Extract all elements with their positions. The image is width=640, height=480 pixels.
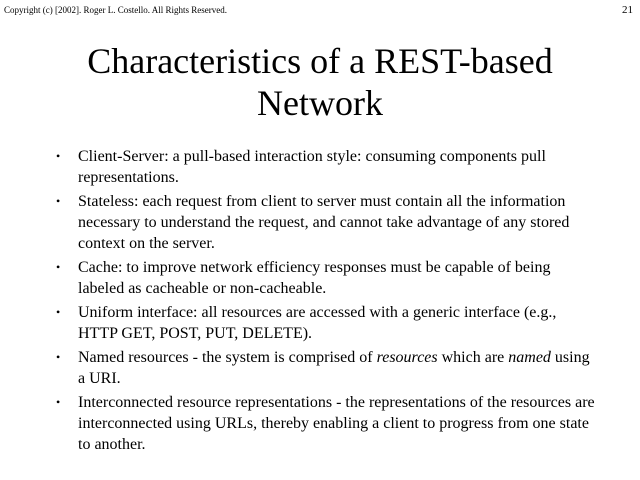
bullet-text-part: which are [437,349,509,366]
bullet-icon: • [56,305,61,319]
bullet-text: Client-Server: a pull-based interaction style: consuming components pull representations. [78,148,546,186]
bullet-text: Uniform interface: all resources are accessed with a generic interface (e.g., HTTP GET, POST, PUT, DELETE). [78,304,557,342]
slide-title-line-1: Characteristics of a REST-based [87,41,553,81]
bullet-text [78,349,590,387]
bullet-item-named-resources [56,347,596,389]
bullet-item-client-server [56,146,596,188]
bullet-icon: • [56,194,61,208]
slide-title [0,40,640,124]
copyright-notice: Copyright (c) [2002]. Roger L. Costello. All Rights Reserved. [4,5,227,15]
bullet-emphasis-named: named [508,349,551,366]
bullet-icon: • [56,149,61,163]
slide-title-line-2: Network [257,83,383,123]
bullet-item-stateless [56,191,596,254]
bullet-item-interconnected [56,392,596,455]
bullet-icon: • [56,350,61,364]
bullet-text-part: using a URI. [78,349,590,387]
bullet-text: Stateless: each request from client to server must contain all the information necessary to understand the request, and cannot take advantage of any stored context on the server. [78,193,570,252]
bullet-item-uniform-interface [56,302,596,344]
bullet-text: Interconnected resource representations - the representations of the resources are interconnected using URLs, thereby enabling a client to progress from one state to another. [78,394,595,453]
bullet-item-cache [56,257,596,299]
bullet-text-part: Named resources - the system is comprised of [78,349,377,366]
bullet-list [56,146,596,458]
bullet-icon: • [56,395,61,409]
bullet-icon: • [56,260,61,274]
bullet-text: Cache: to improve network efficiency responses must be capable of being labeled as cacheable or non-cacheable. [78,259,551,297]
bullet-emphasis-resources: resources [376,349,438,366]
page-number: 21 [622,4,633,16]
